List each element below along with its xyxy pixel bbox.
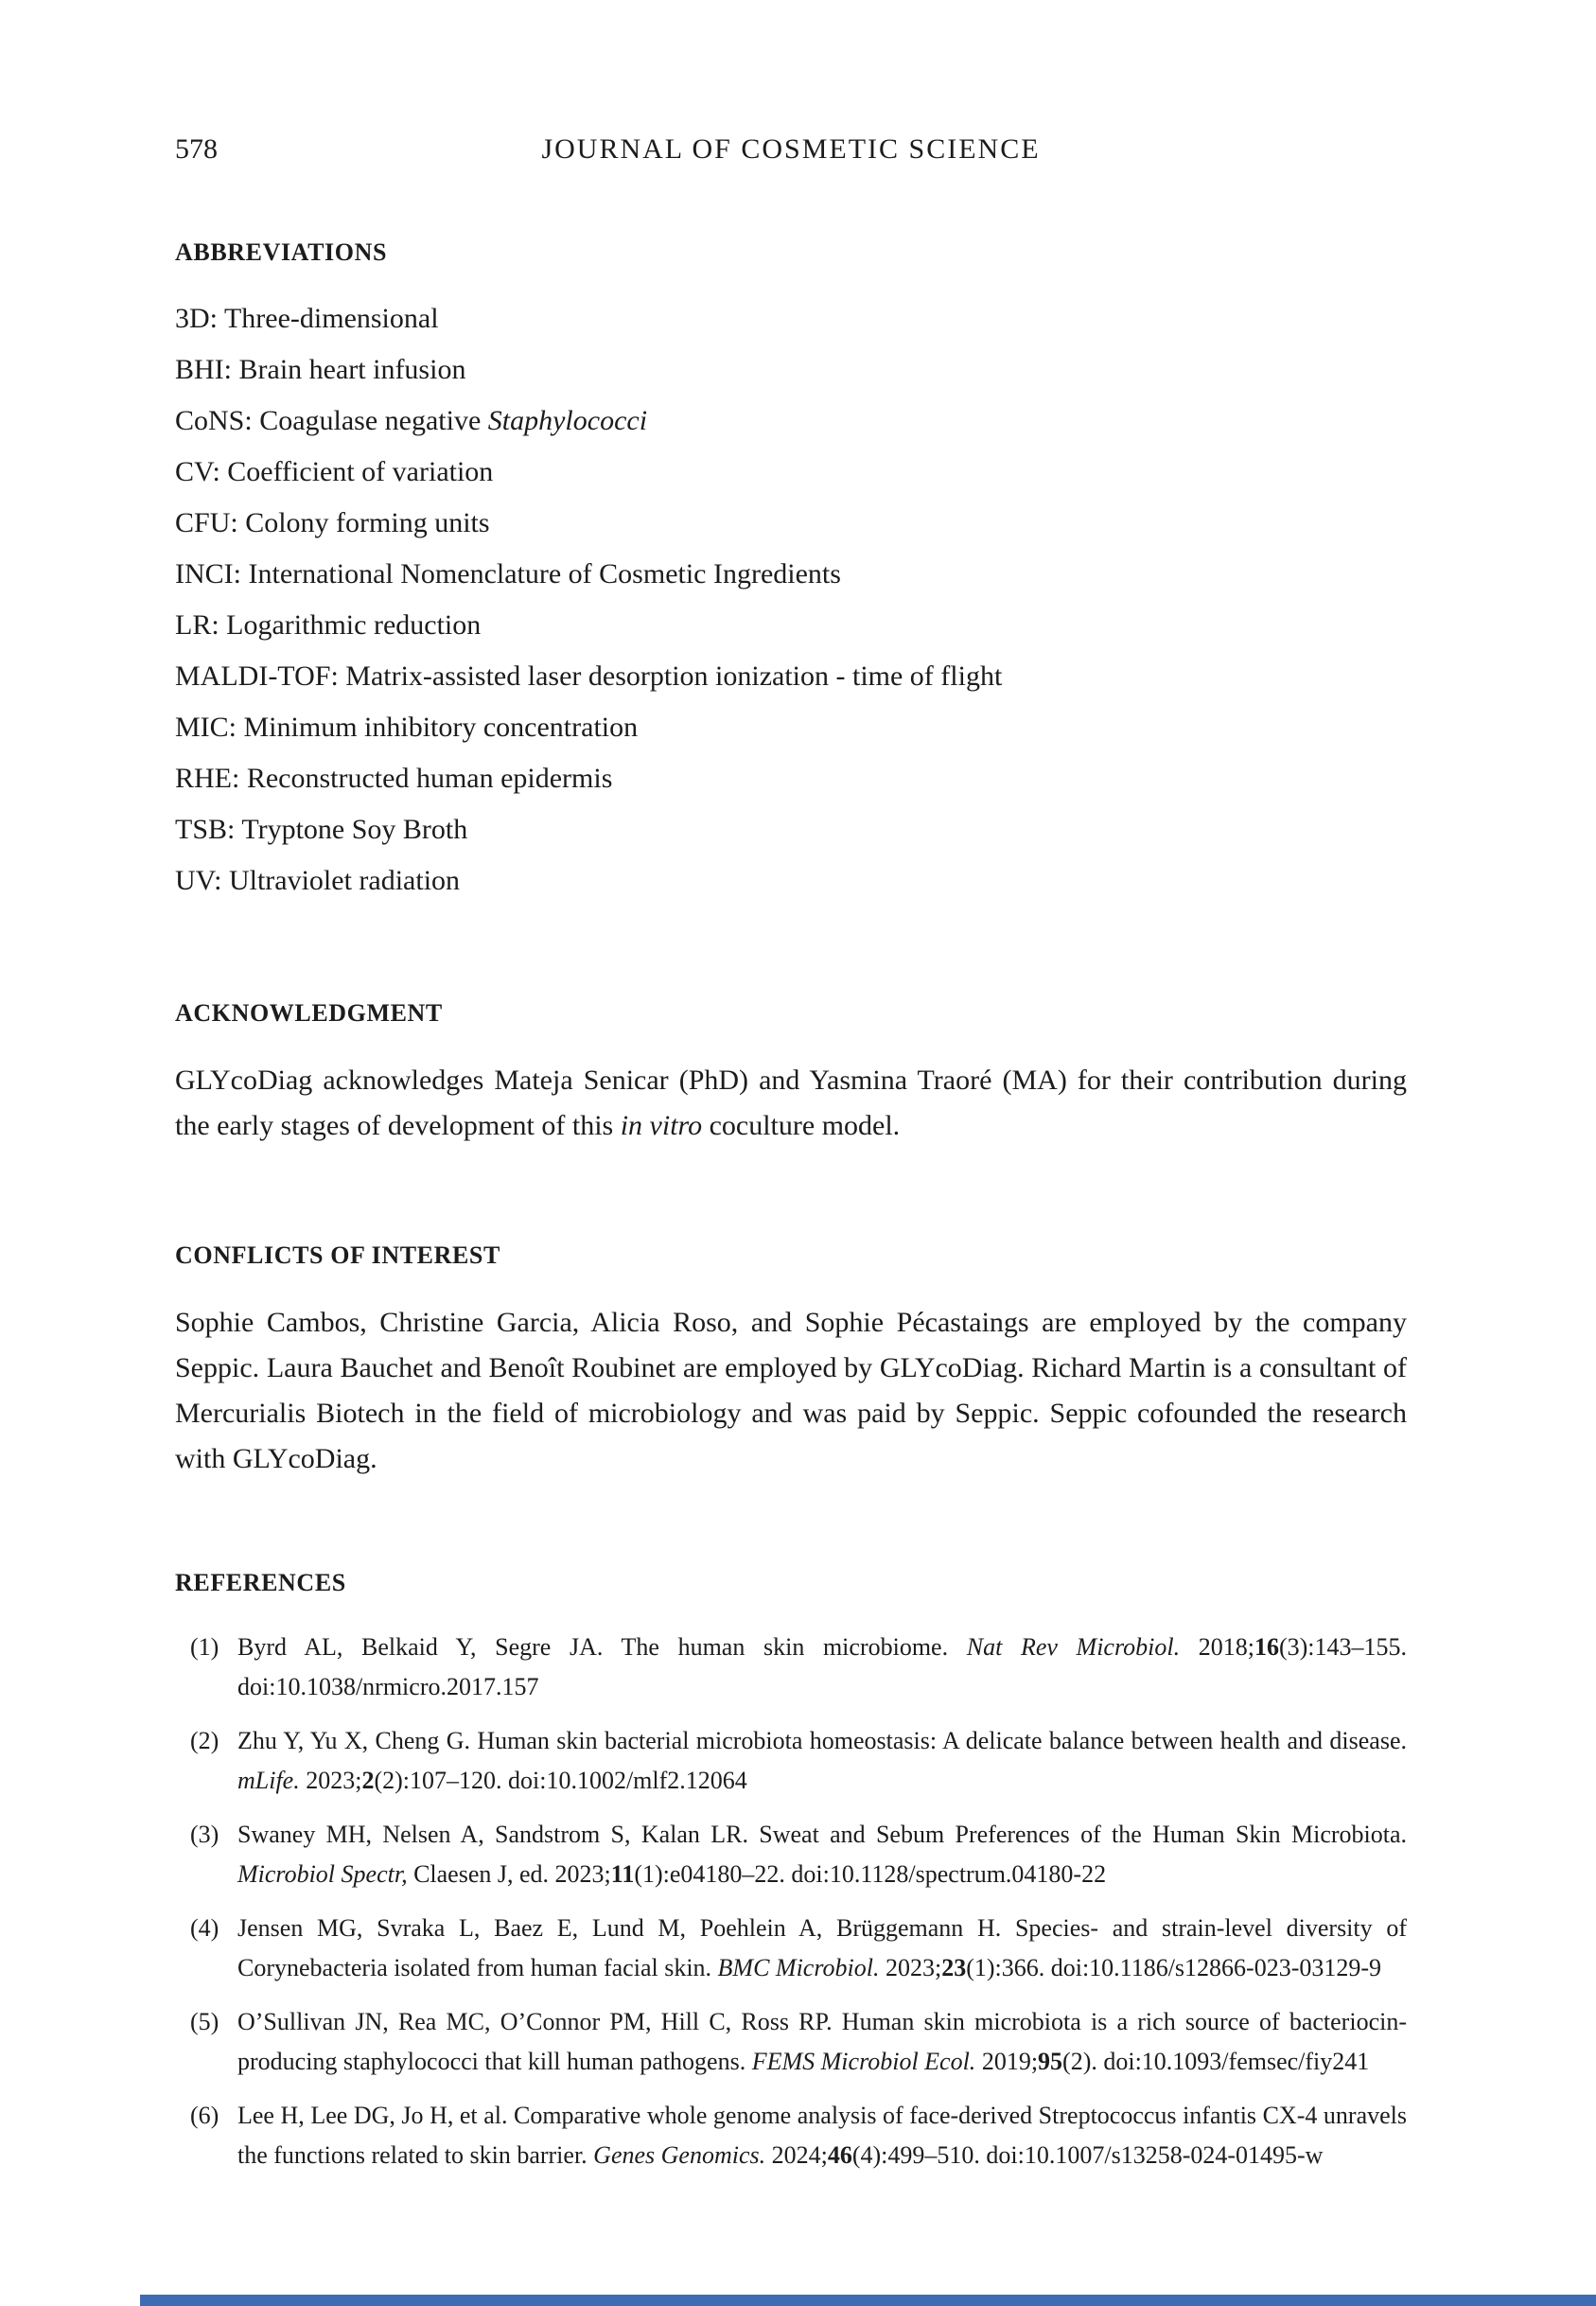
footer-bar	[140, 2295, 1596, 2306]
reference-text: Swaney MH, Nelsen A, Sandstrom S, Kalan LR. Sweat and Sebum Preferences of the Human Skin Microbiota. Microbiol Spectr, Claesen J, ed. 2023;11(1):e04180–22. doi:10.1128/spectrum.04180-22	[237, 1821, 1407, 1888]
reference-text: Byrd AL, Belkaid Y, Segre JA. The human skin microbiome. Nat Rev Microbiol. 2018;16(3):143–155. doi:10.1038/nrmicro.2017.157	[237, 1633, 1407, 1700]
acknowledgment-paragraph: GLYcoDiag acknowledges Mateja Senicar (PhD) and Yasmina Traoré (MA) for their contribution during the early stages of development of this in vitro coculture model.	[175, 1065, 1407, 1141]
reference-number: (5)	[190, 2008, 219, 2035]
page-number: 578	[175, 133, 218, 165]
abbreviation-item: MALDI-TOF: Matrix-assisted laser desorption ionization - time of flight	[175, 660, 1003, 692]
abbreviation-item: 3D: Three-dimensional	[175, 303, 439, 334]
abbreviation-item: CV: Coefficient of variation	[175, 456, 494, 487]
reference-text: Lee H, Lee DG, Jo H, et al. Comparative whole genome analysis of face-derived Streptococcus infantis CX-4 unravels the functions related to skin barrier. Genes Genomics. 2024;46(4):499–510. doi:10.1007/s13258-024-01495-w	[237, 2102, 1407, 2169]
conflicts-heading: CONFLICTS OF INTEREST	[175, 1241, 500, 1269]
reference-item	[175, 1815, 1407, 1894]
abbreviations-heading: ABBREVIATIONS	[175, 238, 388, 266]
references-section	[175, 1567, 1407, 2175]
reference-item	[175, 2002, 1407, 2082]
reference-item	[175, 1628, 1407, 1707]
references-list	[175, 1628, 1407, 2175]
abbreviation-item: MIC: Minimum inhibitory concentration	[175, 712, 639, 743]
reference-number: (2)	[190, 1727, 219, 1754]
conflicts-paragraph: Sophie Cambos, Christine Garcia, Alicia Roso, and Sophie Pécastaings are employed by the company Seppic. Laura Bauchet and Benoît Roubinet are employed by GLYcoDiag. Richard Martin is a consultant of Mercurialis Biotech in the field of microbiology and was paid by Seppic. Seppic cofounded the research with GLYcoDiag.	[175, 1307, 1407, 1474]
journal-title: JOURNAL OF COSMETIC SCIENCE	[541, 133, 1041, 165]
reference-number: (4)	[190, 1914, 219, 1942]
acknowledgment-heading: ACKNOWLEDGMENT	[175, 999, 443, 1027]
reference-number: (1)	[190, 1633, 219, 1661]
reference-text: Jensen MG, Svraka L, Baez E, Lund M, Poehlein A, Brüggemann H. Species- and strain-level diversity of Corynebacteria isolated from human facial skin. BMC Microbiol. 2023;23(1):366. doi:10.1186/s12866-023-03129-9	[237, 1914, 1407, 1981]
references-heading: REFERENCES	[175, 1569, 346, 1596]
abbreviations-list	[175, 293, 1407, 907]
reference-text: O’Sullivan JN, Rea MC, O’Connor PM, Hill C, Ross RP. Human skin microbiota is a rich source of bacteriocin-producing staphylococci that kill human pathogens. FEMS Microbiol Ecol. 2019;95(2). doi:10.1093/femsec/fiy241	[237, 2008, 1407, 2075]
abbreviation-item: LR: Logarithmic reduction	[175, 609, 482, 641]
abbreviation-item: UV: Ultraviolet radiation	[175, 865, 461, 896]
reference-number: (3)	[190, 1821, 219, 1848]
abbreviation-item: BHI: Brain heart infusion	[175, 354, 466, 385]
abbreviation-item: RHE: Reconstructed human epidermis	[175, 763, 613, 794]
reference-text: Zhu Y, Yu X, Cheng G. Human skin bacterial microbiota homeostasis: A delicate balance between health and disease. mLife. 2023;2(2):107–120. doi:10.1002/mlf2.12064	[237, 1727, 1407, 1794]
conflicts-section	[175, 1240, 1407, 1482]
abbreviation-item: TSB: Tryptone Soy Broth	[175, 814, 468, 845]
reference-item	[175, 1909, 1407, 1988]
page-header	[175, 131, 1407, 168]
reference-item	[175, 2096, 1407, 2175]
reference-number: (6)	[190, 2102, 219, 2129]
abbreviation-item: CoNS: Coagulase negative Staphylococci	[175, 405, 648, 436]
abbreviation-item: CFU: Colony forming units	[175, 507, 490, 538]
abbreviations-section	[175, 237, 1407, 907]
reference-item	[175, 1721, 1407, 1801]
acknowledgment-section	[175, 997, 1407, 1149]
abbreviation-item: INCI: International Nomenclature of Cosmetic Ingredients	[175, 558, 841, 590]
